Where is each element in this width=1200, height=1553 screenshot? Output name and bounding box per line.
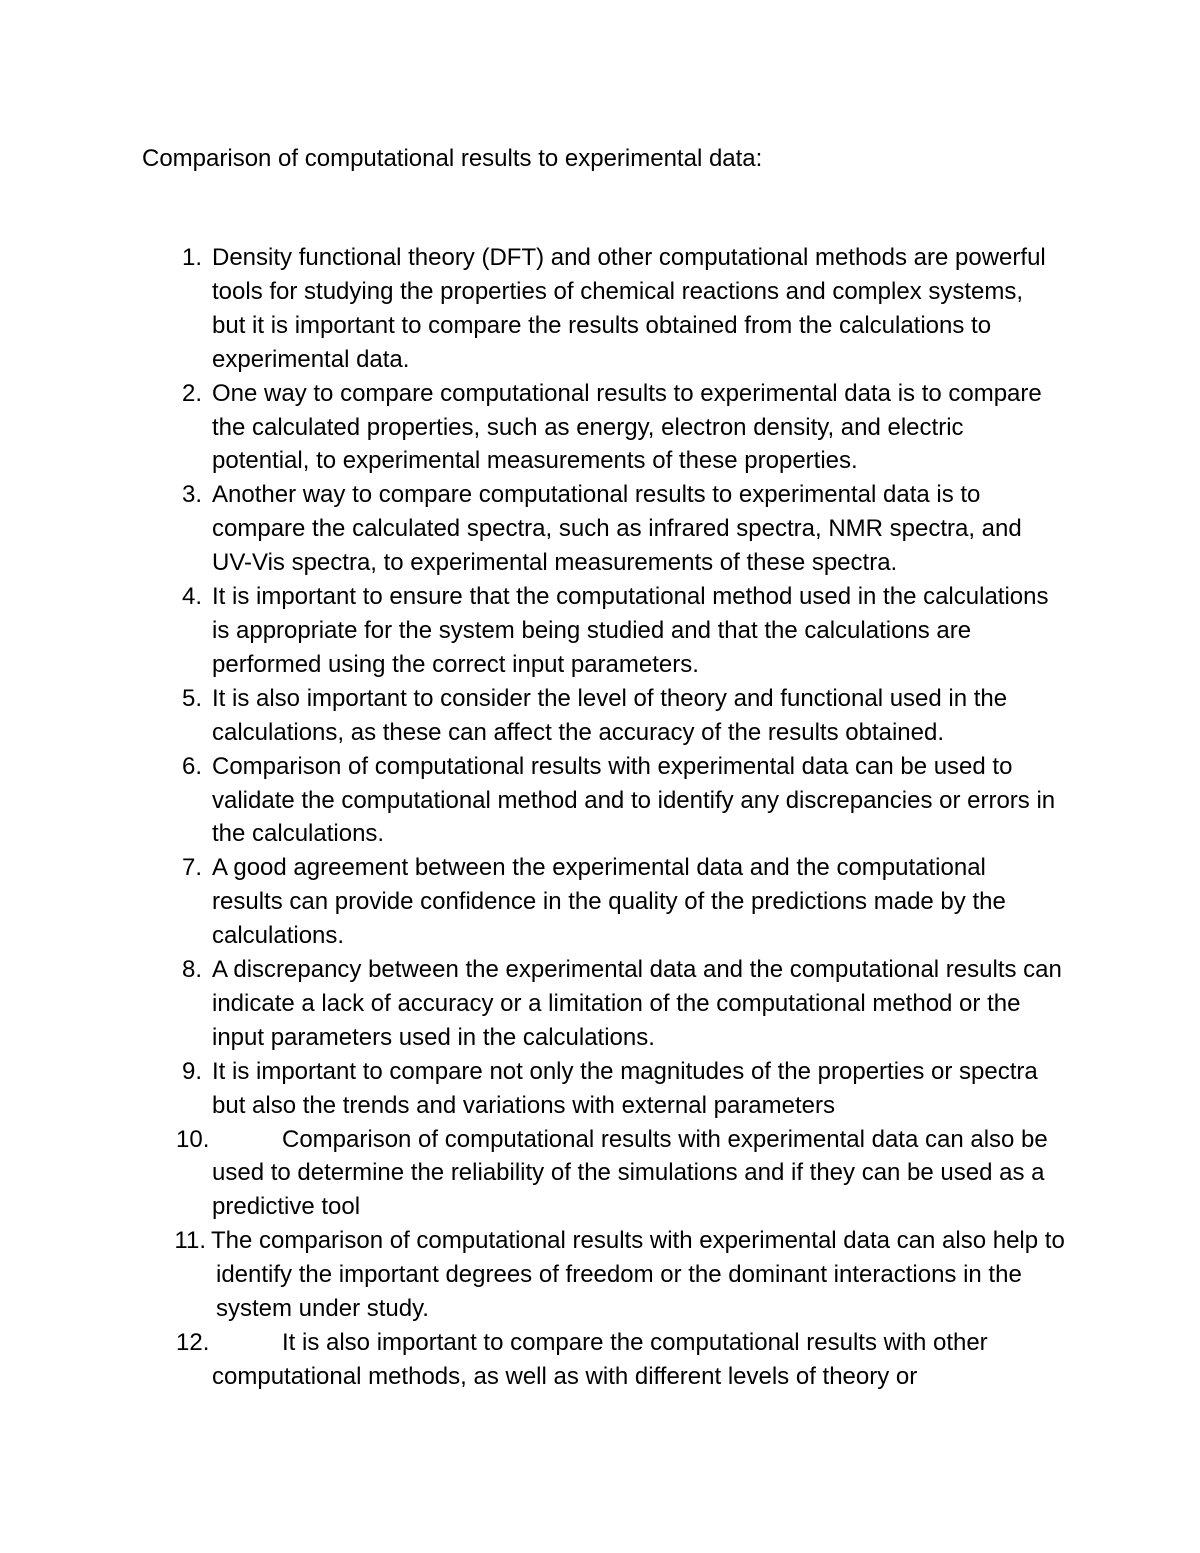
list-item-number: 1. (181, 244, 202, 271)
list-item-number: 10. (176, 1125, 210, 1153)
list-item (0, 851, 1062, 953)
list-item (0, 580, 1062, 682)
list-item (0, 953, 1062, 1055)
list-item (0, 1123, 1062, 1225)
list-item-text: Comparison of computational results with experimental data can be used to validate the computational method and to identify any discrepancies or errors in the calculations. (212, 752, 1056, 848)
list-item-number: 4. (181, 583, 202, 611)
list-item-text: It is also important to consider the level of theory and functional used in the calculations, as these can affect the accuracy of the results obtained. (212, 684, 1008, 746)
list-item-text: It is also important to compare the computational results with other computational methods, as well as with different levels of theory or (212, 1329, 988, 1390)
list-item-text: One way to compare computational results to experimental data is to compare the calculated properties, such as energy, electron density, and electric potential, to experimental measurements of these properties. (212, 379, 1042, 475)
list-item-text: It is important to compare not only the magnitudes of the properties or spectra but also the trends and variations with external parameters (212, 1057, 1038, 1119)
list-item-number: 6. (181, 752, 202, 780)
list-item-number: 8. (181, 956, 202, 984)
document-title: Comparison of computational results to experimental data: (142, 145, 763, 172)
list-item-text: Density functional theory (DFT) and other computational methods are powerful tools for studying the properties of chemical reactions and complex systems, but it is important to compare the results obtained from the calculations to experimental data. (212, 244, 1046, 373)
list-item-text: The comparison of computational results with experimental data can also help to identify the important degrees of freedom or the dominant interactions in the system under study. (211, 1227, 1065, 1323)
list-item (0, 1224, 1066, 1326)
list-item (0, 377, 1062, 479)
list-item (0, 478, 1062, 580)
list-item-number: 2. (181, 379, 202, 407)
list-item-text: A discrepancy between the experimental data and the computational results can indicate a lack of accuracy or a limitation of the computational method or the input parameters used in the calculations. (212, 956, 1062, 1051)
list-item-text: It is important to ensure that the computational method used in the calculations is appropriate for the system being studied and that the calculations are performed using the correct input parameters. (212, 583, 1049, 678)
numbered-list (0, 241, 1200, 1394)
list-item-text: Comparison of computational results with experimental data can also be used to determine the reliability of the simulations and if they can be used as a predictive tool (212, 1125, 1048, 1221)
list-item-text: A good agreement between the experimental data and the computational results can provide confidence in the quality of the predictions made by the calculations. (212, 854, 1006, 950)
list-item (0, 1326, 1062, 1394)
list-item (0, 682, 1062, 750)
list-item (0, 1055, 1062, 1123)
list-item-number: 12. (176, 1329, 210, 1356)
list-item-number: 9. (181, 1057, 202, 1085)
list-item-number: 5. (181, 684, 202, 712)
list-item (0, 750, 1062, 852)
list-item-text: Another way to compare computational results to experimental data is to compare the calculated spectra, such as infrared spectra, NMR spectra, and UV-Vis spectra, to experimental measurements of these spectra. (212, 481, 1022, 577)
list-item-number: 7. (181, 854, 202, 882)
list-item (0, 241, 1062, 377)
list-item-number: 3. (181, 481, 202, 509)
list-item-number: 11. (174, 1227, 206, 1255)
